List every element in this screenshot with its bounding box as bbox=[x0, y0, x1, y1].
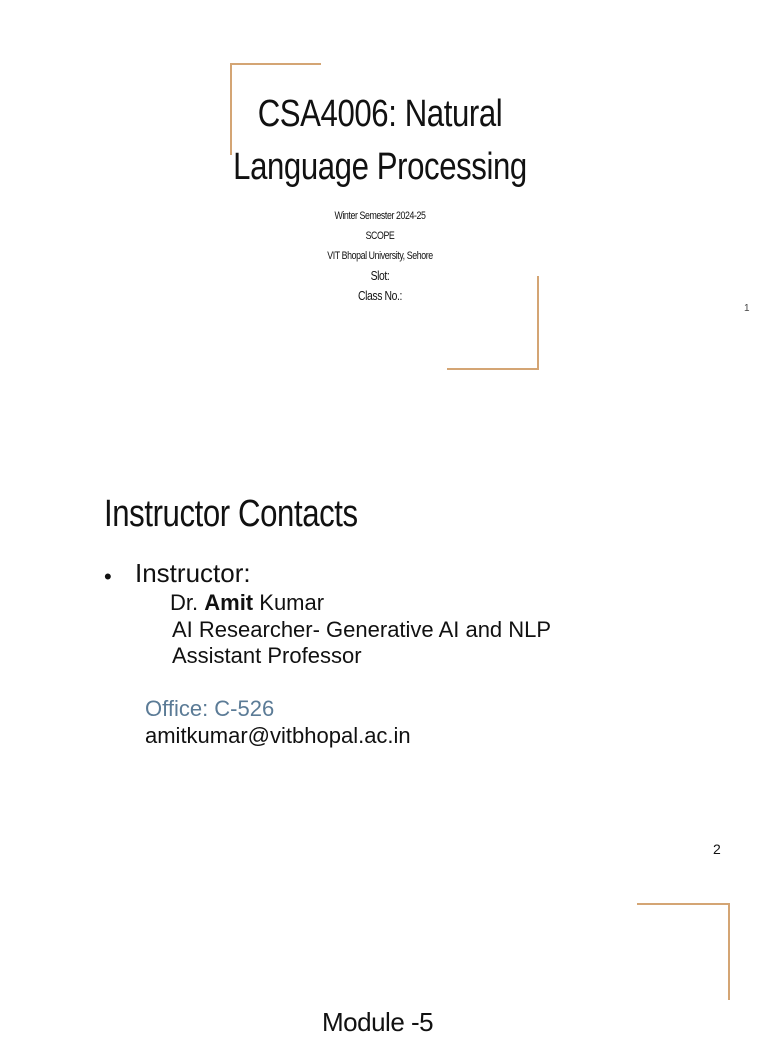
module-title: Module -5 bbox=[322, 1007, 434, 1037]
page-number: 2 bbox=[713, 841, 721, 857]
corner-accent-top-horizontal bbox=[230, 63, 321, 65]
school-text: SCOPE bbox=[365, 230, 395, 242]
corner-accent-horizontal bbox=[637, 903, 730, 905]
university-text: VIT Bhopal University, Sehore bbox=[327, 250, 433, 262]
page-number: 1 bbox=[744, 303, 750, 314]
corner-accent-bottom-horizontal bbox=[447, 368, 539, 370]
instructor-role-1: AI Researcher- Generative AI and NLP bbox=[172, 617, 552, 642]
instructor-name bbox=[170, 589, 324, 616]
slide-title-line-2: Language Processing bbox=[233, 146, 527, 188]
slot-text: Slot: bbox=[370, 268, 390, 283]
name-prefix: Dr. bbox=[170, 590, 199, 615]
instructor-role-2: Assistant Professor bbox=[172, 643, 362, 668]
name-first: Amit bbox=[204, 590, 254, 615]
corner-accent-bottom-vertical bbox=[537, 276, 539, 370]
class-number-text: Class No.: bbox=[358, 288, 402, 303]
slide-title-line-1: CSA4006: Natural bbox=[257, 93, 503, 135]
semester-text: Winter Semester 2024-25 bbox=[334, 210, 426, 222]
section-heading: Instructor Contacts bbox=[104, 493, 358, 535]
bullet-marker: • bbox=[104, 564, 112, 589]
slide-title bbox=[191, 88, 568, 194]
course-info bbox=[260, 206, 500, 306]
instructor-label: Instructor: bbox=[135, 558, 251, 588]
corner-accent-vertical bbox=[728, 903, 730, 1000]
email-address: amitkumar@vitbhopal.ac.in bbox=[145, 723, 411, 748]
name-last: Kumar bbox=[259, 590, 325, 615]
office-location: Office: C-526 bbox=[145, 696, 275, 721]
